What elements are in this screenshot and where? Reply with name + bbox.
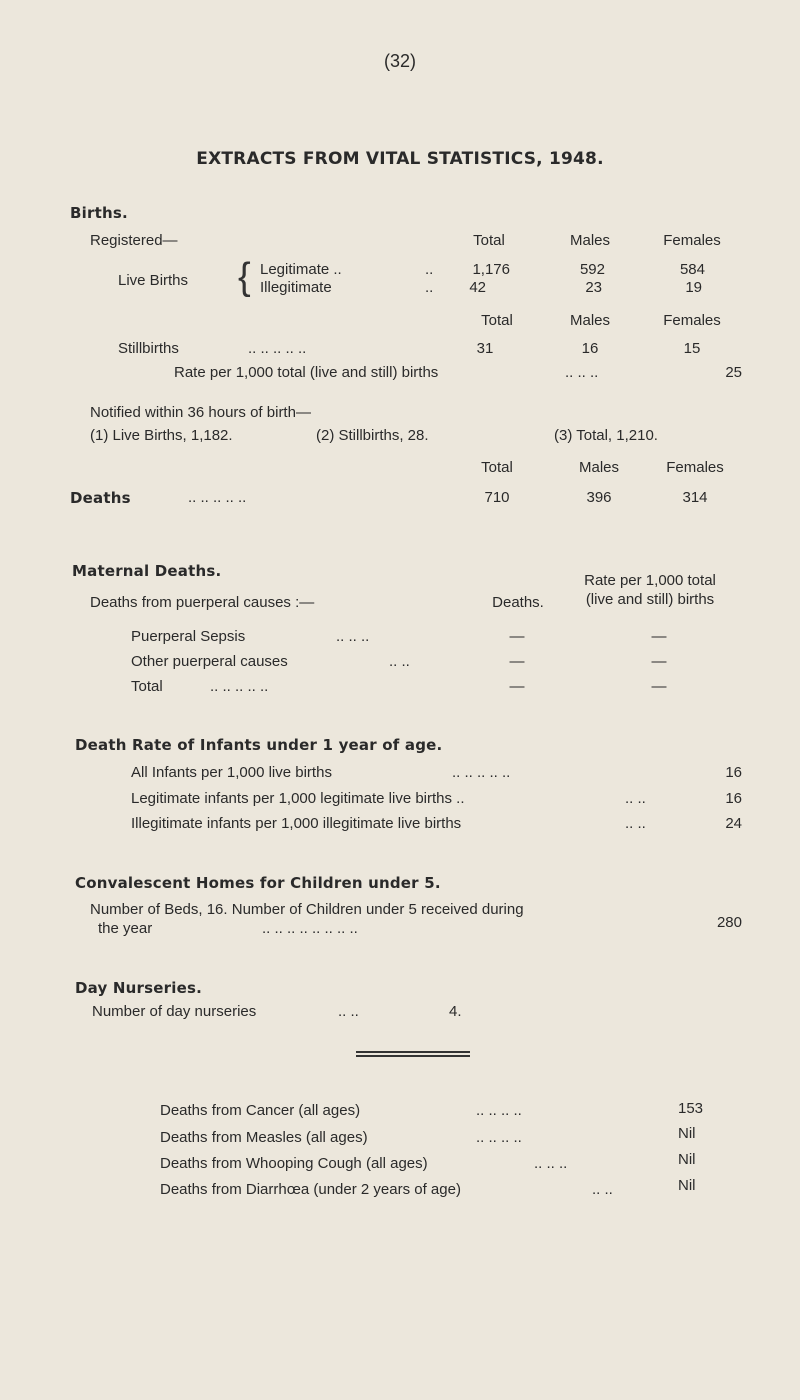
legitimate-dots: ..: [425, 261, 434, 278]
infants-row-value: 16: [725, 764, 742, 781]
summary-row-dots: .. ..: [592, 1181, 613, 1198]
infants-row-label: Legitimate infants per 1,000 legitimate live births ..: [131, 790, 465, 807]
stillbirths-label: Stillbirths: [118, 340, 179, 357]
summary-row-label: Deaths from Cancer (all ages): [160, 1102, 361, 1119]
maternal-causes-label: Deaths from puerperal causes :—: [90, 594, 315, 611]
summary-row-dots: .. .. .. ..: [476, 1102, 522, 1119]
births-col-total: Total: [473, 232, 505, 249]
illegitimate-dots: ..: [425, 279, 434, 296]
birth-rate-value: 25: [725, 364, 742, 381]
live-births-label: Live Births: [118, 272, 189, 289]
maternal-row-deaths: —: [509, 653, 525, 670]
infants-row-dots: .. .. .. .. ..: [452, 764, 511, 781]
notified-stillbirths: (2) Stillbirths, 28.: [316, 427, 429, 444]
convalescent-line2: the year: [98, 920, 153, 937]
infants-row-dots: .. ..: [625, 790, 646, 807]
birth-rate-dots: .. .. ..: [565, 364, 599, 381]
birth-rate-label: Rate per 1,000 total (live and still) births: [174, 364, 439, 381]
section-divider: [356, 1051, 470, 1057]
notified-label: Notified within 36 hours of birth—: [90, 404, 311, 421]
births-col-females: Females: [663, 232, 721, 249]
illegitimate-label: Illegitimate: [260, 279, 332, 296]
infants-row-dots: .. ..: [625, 815, 646, 832]
brace-symbol: {: [238, 256, 251, 298]
summary-row-value: 153: [678, 1100, 704, 1117]
summary-row-label: Deaths from Measles (all ages): [160, 1129, 368, 1146]
maternal-row-label: Puerperal Sepsis: [131, 628, 246, 645]
stillbirths-total: 31: [476, 340, 494, 357]
deaths-col-males: Males: [578, 459, 619, 476]
notified-total: (3) Total, 1,210.: [554, 427, 658, 444]
maternal-row-dots: .. .. ..: [336, 628, 370, 645]
page-title: EXTRACTS FROM VITAL STATISTICS, 1948.: [196, 149, 604, 169]
maternal-heading: Maternal Deaths.: [72, 562, 222, 580]
nurseries-value: 4.: [449, 1003, 462, 1020]
deaths-males: 396: [586, 489, 612, 506]
births-col-males: Males: [569, 232, 610, 249]
maternal-row-dots: .. ..: [389, 653, 410, 670]
maternal-row-label: Total: [131, 678, 163, 695]
nurseries-label: Number of day nurseries: [92, 1003, 257, 1020]
deaths-total: 710: [484, 489, 510, 506]
births-heading: Births.: [70, 204, 128, 222]
infants-heading: Death Rate of Infants under 1 year of age.: [75, 736, 443, 754]
convalescent-heading: Convalescent Homes for Children under 5.: [75, 874, 441, 892]
legitimate-total: 1,176: [472, 261, 510, 278]
deaths-col-total: Total: [481, 459, 513, 476]
stillbirths-col-males: Males: [569, 312, 610, 329]
summary-row-value: Nil: [678, 1177, 696, 1194]
convalescent-line1: Number of Beds, 16. Number of Children under 5 received during: [90, 901, 524, 918]
notified-live-births: (1) Live Births, 1,182.: [90, 427, 233, 444]
deaths-females: 314: [682, 489, 708, 506]
summary-row-value: Nil: [678, 1125, 696, 1142]
stillbirths-dots: .. .. .. .. ..: [248, 340, 307, 357]
convalescent-value: 280: [716, 914, 742, 931]
stillbirths-col-total: Total: [481, 312, 513, 329]
maternal-row-deaths: —: [509, 678, 525, 695]
nurseries-dots: .. ..: [338, 1003, 359, 1020]
maternal-row-rate: —: [651, 628, 667, 645]
nurseries-heading: Day Nurseries.: [75, 979, 202, 997]
maternal-rate-header-line1: Rate per 1,000 total: [584, 572, 716, 589]
infants-row-label: Illegitimate infants per 1,000 illegitimate live births: [131, 815, 462, 832]
maternal-row-label: Other puerperal causes: [131, 653, 288, 670]
infants-row-value: 16: [725, 790, 742, 807]
maternal-deaths-header: Deaths.: [492, 594, 544, 611]
summary-row-value: Nil: [678, 1151, 696, 1168]
stillbirths-females: 15: [683, 340, 701, 357]
maternal-rate-header-line2: (live and still) births: [585, 591, 715, 608]
illegitimate-total: 42: [469, 279, 486, 296]
summary-row-dots: .. .. ..: [534, 1155, 568, 1172]
legitimate-males: 592: [579, 261, 605, 278]
convalescent-dots: .. .. .. .. .. .. .. ..: [262, 920, 358, 937]
page-number: (32): [383, 51, 416, 71]
maternal-row-rate: —: [651, 678, 667, 695]
summary-row-dots: .. .. .. ..: [476, 1129, 522, 1146]
maternal-row-dots: .. .. .. .. ..: [210, 678, 269, 695]
maternal-row-rate: —: [651, 653, 667, 670]
stillbirths-col-females: Females: [663, 312, 721, 329]
deaths-dots: .. .. .. .. ..: [188, 489, 247, 506]
legitimate-females: 584: [679, 261, 705, 278]
deaths-label: Deaths: [70, 489, 131, 507]
legitimate-label: Legitimate ..: [260, 261, 342, 278]
summary-row-label: Deaths from Diarrhœa (under 2 years of age): [160, 1181, 461, 1198]
stillbirths-males: 16: [581, 340, 599, 357]
illegitimate-females: 19: [685, 279, 702, 296]
registered-label: Registered—: [90, 232, 178, 249]
illegitimate-males: 23: [585, 279, 602, 296]
infants-row-label: All Infants per 1,000 live births: [131, 764, 332, 781]
summary-row-label: Deaths from Whooping Cough (all ages): [160, 1155, 428, 1172]
infants-row-value: 24: [725, 815, 742, 832]
deaths-col-females: Females: [666, 459, 724, 476]
maternal-row-deaths: —: [509, 628, 525, 645]
